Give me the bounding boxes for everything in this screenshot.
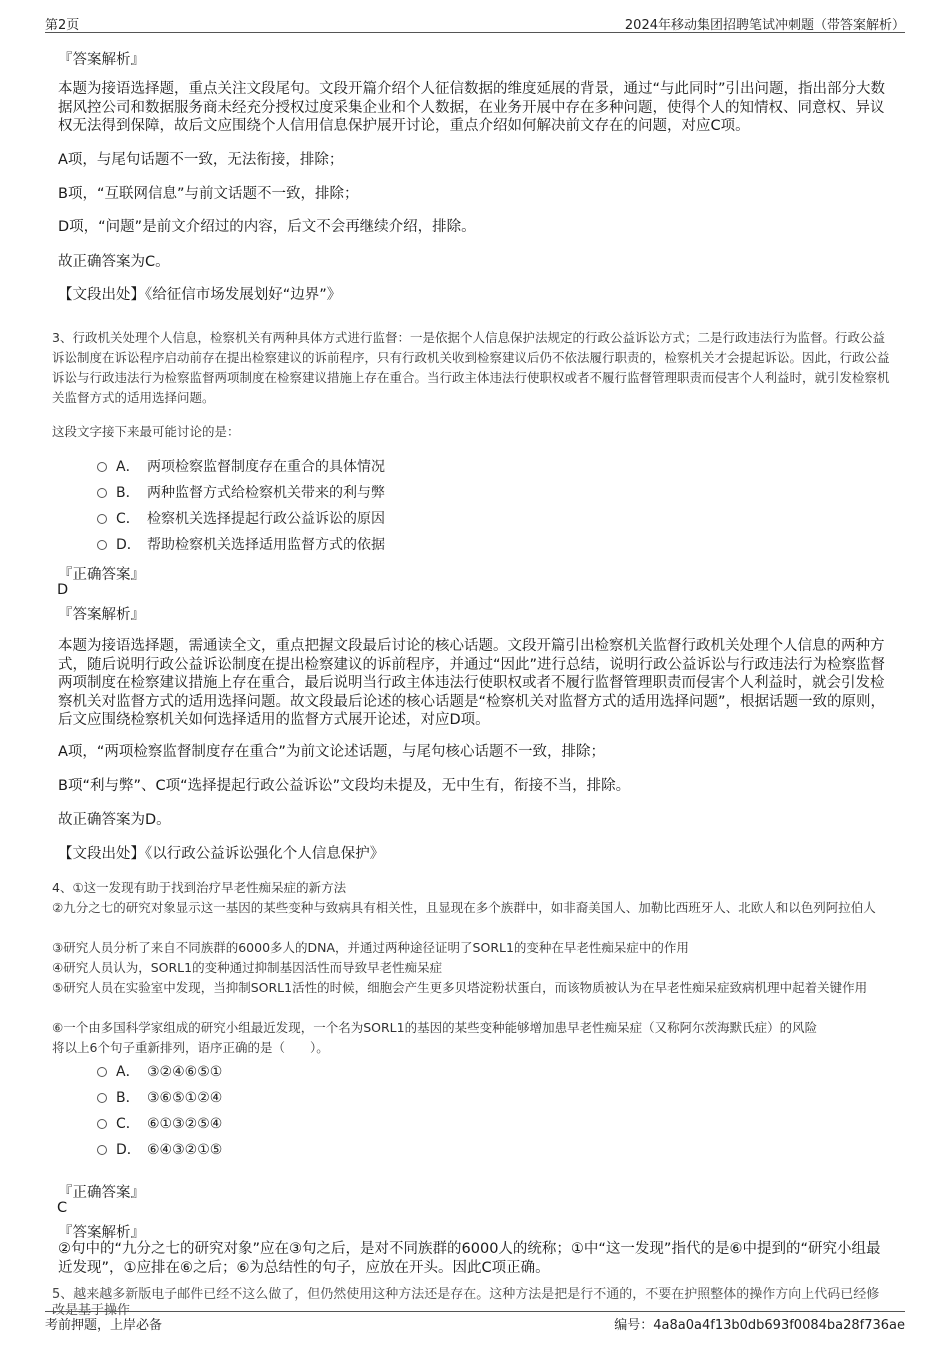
- q3-correct-label: 『正确答案』: [58, 567, 145, 583]
- q4-option-d[interactable]: D． ⑥④③②①⑤: [97, 1141, 222, 1159]
- q3-conclusion: 故正确答案为D。: [58, 812, 171, 828]
- q2-analysis: 本题为接语选择题，重点关注文段尾句。文段开篇介绍个人征信数据的维度延展的背景，通过“与此同时”引出问题，指出部分大数据风控公司和数据服务商未经充分授权过度采集企业和个人数据，在业务开展中存在多种问题，使得个人的知情权、同意权、异议权无法得到保障，故后文应围绕个人信用信息保护展开讨论，重点介绍如何解决前文存在的问题，对应C项。: [58, 81, 886, 134]
- q2-conclusion: 故正确答案为C。: [58, 254, 170, 270]
- q4-sentence-1: 4、①这一发现有助于找到治疗早老性痴呆症的新方法: [52, 880, 347, 895]
- q3-analysis-label: 『答案解析』: [58, 607, 145, 623]
- header-divider: [45, 32, 905, 33]
- q3-question: 这段文字接下来最可能讨论的是：: [52, 424, 240, 439]
- next-question-cutoff: 5、越来越多新版电子邮件已经不这么做了，但仍然使用这种方法还是存在。这种方法是把是行不通的，不要在护照整体的操作方向上代码已经修改是基于操作: [52, 1287, 880, 1318]
- q4-sentence-5: ⑤研究人员在实验室中发现，当抑制SORL1活性的时候，细胞会产生更多贝塔淀粉状蛋白，而该物质被认为在早老性痴呆症致病机理中起着关键作用: [52, 980, 868, 995]
- q3-option-c[interactable]: C． 检察机关选择提起行政公益诉讼的原因: [97, 510, 385, 528]
- q3-option-d[interactable]: D． 帮助检察机关选择适用监督方式的依据: [97, 536, 385, 554]
- radio-icon[interactable]: [97, 514, 107, 524]
- q3-option-a-analysis: A项，“两项检察监督制度存在重合”为前文论述话题，与尾句核心话题不一致，排除；: [58, 744, 605, 760]
- q4-correct-label: 『正确答案』: [58, 1185, 145, 1201]
- q4-analysis: ②句中的“九分之七的研究对象”应在③句之后，是对不同族群的6000人的统称；①中“这一发现”指代的是⑥中提到的“研究小组最近发现”，①应排在⑥之后；⑥为总结性的句子，应放在开头。因此C项正确。: [58, 1241, 881, 1276]
- q2-option-b-analysis: B项，“互联网信息”与前文话题不一致，排除；: [58, 186, 359, 202]
- radio-icon[interactable]: [97, 462, 107, 472]
- document-title: 2024年移动集团招聘笔试冲刺题（带答案解析）: [624, 18, 905, 33]
- q4-option-a[interactable]: A． ③②④⑥⑤①: [97, 1063, 222, 1081]
- q3-analysis: 本题为接语选择题，需通读全文，重点把握文段最后讨论的核心话题。文段开篇引出检察机关监督行政机关处理个人信息的两种方式，随后说明行政公益诉讼制度在提出检察建议的诉前程序，并通过“因此”进行总结，说明行政公益诉讼与行政违法行为检察监督两项制度在检察建议措施上存在重合，最后说明当行政主体违法行使职权或者不履行监督管理职责而侵害个人利益时，就会引发检察机关对监督方式的适用选择问题。故文段最后论述的核心话题是“检察机关对监督方式的适用选择问题”，根据话题一致的原则，后文应围绕检察机关如何选择适用的监督方式展开论述，对应D项。: [58, 638, 886, 728]
- q2-option-d-analysis: D项，“问题”是前文介绍过的内容，后文不会再继续介绍，排除。: [58, 219, 476, 235]
- q2-option-a-analysis: A项，与尾句话题不一致，无法衔接，排除；: [58, 152, 344, 168]
- q3-option-a[interactable]: A． 两项检察监督制度存在重合的具体情况: [97, 458, 385, 476]
- document-id: 编号：4a8a0a4f13b0db693f0084ba28f736ae: [614, 1318, 905, 1333]
- radio-icon[interactable]: [97, 540, 107, 550]
- q4-sentence-3: ③研究人员分析了来自不同族群的6000多人的DNA，并通过两种途径证明了SORL1的变种在早老性痴呆症中的作用: [52, 940, 689, 955]
- footer-divider: [45, 1311, 905, 1312]
- q3-source: 【文段出处】《以行政公益诉讼强化个人信息保护》: [58, 846, 385, 862]
- radio-icon[interactable]: [97, 488, 107, 498]
- q4-sentence-6: ⑥一个由多国科学家组成的研究小组最近发现，一个名为SORL1的基因的某些变种能够增加患早老性痴呆症（又称阿尔茨海默氏症）的风险: [52, 1020, 818, 1035]
- page-number: 第2页: [45, 18, 80, 33]
- radio-icon[interactable]: [97, 1145, 107, 1155]
- q4-correct-answer: C: [57, 1200, 68, 1216]
- radio-icon[interactable]: [97, 1119, 107, 1129]
- q4-sentence-4: ④研究人员认为，SORL1的变种通过抑制基因活性而导致早老性痴呆症: [52, 960, 443, 975]
- radio-icon[interactable]: [97, 1067, 107, 1077]
- q4-question: 将以上6个句子重新排列，语序正确的是（ ）。: [52, 1040, 329, 1055]
- radio-icon[interactable]: [97, 1093, 107, 1103]
- q3-correct-answer: D: [57, 582, 69, 598]
- q3-option-b[interactable]: B． 两种监督方式给检察机关带来的利与弊: [97, 484, 385, 502]
- q4-analysis-label: 『答案解析』: [58, 1225, 145, 1241]
- q4-option-b[interactable]: B． ③⑥⑤①②④: [97, 1089, 222, 1107]
- q2-analysis-label: 『答案解析』: [58, 52, 145, 68]
- q3-option-bc-analysis: B项“利与弊”、C项“选择提起行政公益诉讼”文段均未提及，无中生有，衔接不当，排除。: [58, 778, 631, 794]
- q3-stem: 3、行政机关处理个人信息，检察机关有两种具体方式进行监督：一是依据个人信息保护法规定的行政公益诉讼方式；二是行政违法行为监督。行政公益诉讼制度在诉讼程序启动前存在提出检察建议的诉前程序，只有行政机关收到检察建议后仍不依法履行职责的，检察机关才会提起诉讼。因此，行政公益诉讼与行政违法行为检察监督两项制度在检察建议措施上存在重合。当行政主体违法行使职权或者不履行监督管理职责而侵害个人利益时，就引发检察机关监督方式的适用选择问题。: [52, 330, 890, 405]
- q4-option-c[interactable]: C． ⑥①③②⑤④: [97, 1115, 222, 1133]
- page-header: [45, 12, 905, 32]
- q2-source: 【文段出处】《给征信市场发展划好“边界”》: [58, 287, 342, 303]
- footer-slogan: 考前押题，上岸必备: [45, 1318, 163, 1333]
- q4-sentence-2: ②九分之七的研究对象显示这一基因的某些变种与致病具有相关性，且显现在多个族群中，如非裔美国人、加勒比西班牙人、北欧人和以色列阿拉伯人: [52, 900, 876, 915]
